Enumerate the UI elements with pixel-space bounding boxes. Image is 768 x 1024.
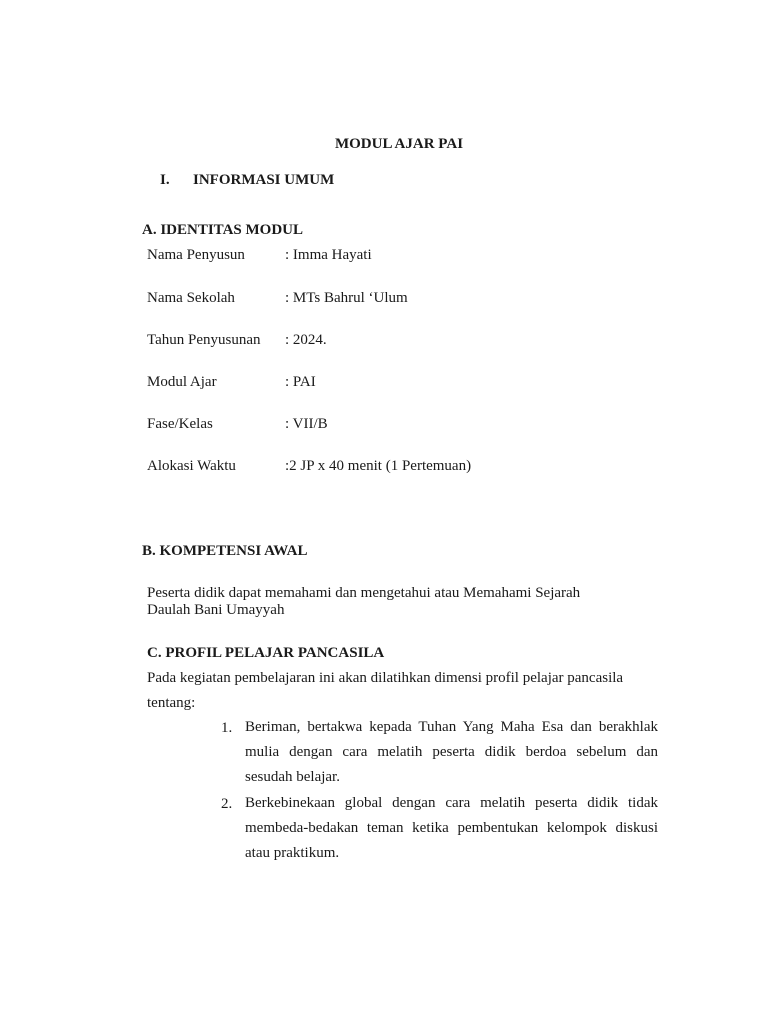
identitas-value: : MTs Bahrul ‘Ulum — [285, 290, 408, 306]
kompetensi-text-line: Peserta didik dapat memahami dan mengetahui atau Memahami Sejarah — [147, 585, 581, 601]
section-title: INFORMASI UMUM — [193, 172, 335, 188]
document-title: MODUL AJAR PAI — [334, 136, 464, 152]
identitas-value: : VII/B — [285, 416, 328, 432]
identitas-value: : PAI — [285, 374, 316, 390]
identitas-heading: A. IDENTITAS MODUL — [142, 222, 303, 238]
profil-heading: C. PROFIL PELAJAR PANCASILA — [147, 645, 385, 661]
list-item-text: Beriman, bertakwa kepada Tuhan Yang Maha Esa dan berakhlak mulia dengan cara melatih peserta didik berdoa sebelum dan sesudah belajar. — [245, 719, 658, 785]
identitas-label: Alokasi Waktu — [147, 458, 236, 474]
list-item-number: 1. — [221, 720, 233, 736]
identitas-label: Nama Penyusun — [147, 247, 245, 263]
list-item-text: Berkebinekaan global dengan cara melatih peserta didik tidak membeda-bedakan teman ketika pembentukan kelompok diskusi atau praktikum. — [245, 795, 658, 861]
kompetensi-text-line: Daulah Bani Umayyah — [147, 602, 285, 618]
profil-intro-line: Pada kegiatan pembelajaran ini akan dilatihkan dimensi profil pelajar pancasila — [147, 670, 624, 686]
identitas-label: Modul Ajar — [147, 374, 217, 390]
identitas-label: Fase/Kelas — [147, 416, 213, 432]
identitas-label: Nama Sekolah — [147, 290, 235, 306]
identitas-value: : 2024. — [285, 332, 327, 348]
kompetensi-heading: B. KOMPETENSI AWAL — [142, 543, 308, 559]
identitas-value: : Imma Hayati — [285, 247, 372, 263]
identitas-value: :2 JP x 40 menit (1 Pertemuan) — [285, 458, 472, 474]
list-item-number: 2. — [221, 796, 233, 812]
identitas-label: Tahun Penyusunan — [147, 332, 261, 348]
profil-intro-line: tentang: — [147, 695, 196, 711]
section-number: I. — [160, 172, 170, 188]
